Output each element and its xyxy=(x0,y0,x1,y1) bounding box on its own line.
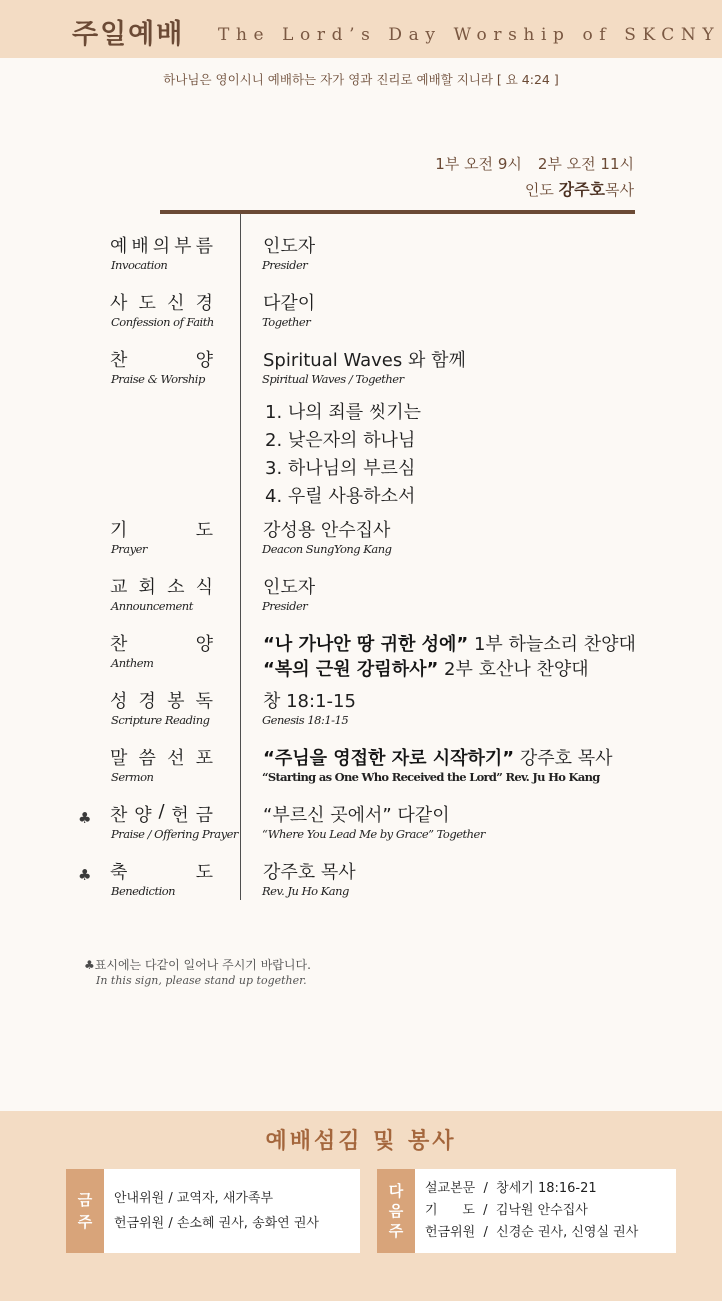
order-item-char: 도 xyxy=(195,520,213,541)
order-item-ko xyxy=(110,630,213,656)
order-detail-ko: Spiritual Waves 와 함께 xyxy=(263,350,466,371)
order-item-char: 름 xyxy=(195,236,213,257)
order-item-char: 봉 xyxy=(167,691,185,712)
this-week-tag xyxy=(66,1169,104,1253)
order-item-ko xyxy=(110,346,213,372)
song-list xyxy=(265,399,421,511)
stand-note-en: In this sign, please stand up together. xyxy=(96,974,307,987)
order-item-char: 축 xyxy=(110,862,128,883)
order-item-ko xyxy=(110,232,213,258)
first-service-time: 1부 오전 9시 xyxy=(435,155,522,173)
order-item-ko xyxy=(110,573,213,599)
order-item-char: 의 xyxy=(152,236,171,257)
song-item: 2. 낮은자의 하나님 xyxy=(265,430,416,451)
tag-char: 주 xyxy=(77,1213,93,1231)
order-item-en: Praise / Offering Prayer xyxy=(111,827,238,841)
duty-line: 설교본문 / 창세기 18:16-21 xyxy=(425,1181,597,1196)
song-item: 3. 하나님의 부르심 xyxy=(265,458,416,479)
order-detail-ko: “나 가나안 땅 귀한 성에” 1부 하늘소리 찬양대 xyxy=(263,634,636,655)
song-item: 1. 나의 죄를 씻기는 xyxy=(265,402,422,423)
second-service-time: 2부 오전 11시 xyxy=(537,155,634,173)
order-detail-en: Deacon SungYong Kang xyxy=(262,542,392,556)
order-item-char: 양 xyxy=(195,634,213,655)
order-item-ko xyxy=(110,858,213,884)
tag-char: 음 xyxy=(388,1202,404,1220)
order-detail-ko: 강주호 목사 xyxy=(263,862,356,883)
next-week-lines xyxy=(425,1169,638,1253)
order-item-ko xyxy=(110,801,213,827)
duty-line: 안내위원 / 교역자, 새가족부 xyxy=(114,1191,274,1206)
order-item-char: 도 xyxy=(138,293,156,314)
order-item-ko xyxy=(110,744,213,770)
order-item-char: 양 xyxy=(195,350,213,371)
order-item-char: 금 xyxy=(195,805,213,826)
leader-prefix: 인도 xyxy=(524,181,554,199)
title-en: The Lord’s Day Worship of SKCNY xyxy=(218,25,721,45)
order-item-char: 찬 xyxy=(110,634,128,655)
order-item-char: 소 xyxy=(167,577,185,598)
next-week-card xyxy=(377,1169,676,1253)
order-item-char: 헌 xyxy=(171,805,189,826)
duty-line: 헌금위원 / 신경순 권사, 신영실 권사 xyxy=(425,1225,639,1240)
order-item-en: Prayer xyxy=(111,542,147,556)
header-band xyxy=(0,0,722,58)
song-item: 4. 우릴 사용하소서 xyxy=(265,486,416,507)
next-week-tag xyxy=(377,1169,415,1253)
order-item-en: Announcement xyxy=(111,599,193,613)
order-detail-en: Together xyxy=(262,315,311,329)
order-detail-ko: 강성용 안수집사 xyxy=(263,520,391,541)
order-item-char: 양 xyxy=(134,805,152,826)
duty-line: 헌금위원 / 손소혜 권사, 송화연 권사 xyxy=(114,1216,319,1231)
order-item-char: 선 xyxy=(167,748,185,769)
order-item-ko xyxy=(110,687,213,713)
order-detail-ko: 인도자 xyxy=(263,577,316,598)
order-item-char: 말 xyxy=(110,748,128,769)
scripture-verse: 하나님은 영이시니 예배하는 자가 영과 진리로 예배할 지니라 [ 요 4:24 ] xyxy=(163,72,559,87)
order-item-char: 성 xyxy=(110,691,128,712)
order-item-char: 찬 xyxy=(110,350,128,371)
order-item-char: 예 xyxy=(110,236,128,257)
order-detail-en: “Starting as One Who Received the Lord” Rev. Ju Ho Kang xyxy=(262,770,600,784)
stand-club-icon: ♣ xyxy=(78,809,92,827)
order-detail-ko: 인도자 xyxy=(263,236,316,257)
order-item-ko xyxy=(110,516,213,542)
order-detail-en: Genesis 18:1-15 xyxy=(262,713,349,727)
stand-club-icon: ♣ xyxy=(78,866,92,884)
order-item-char: 찬 xyxy=(110,805,128,826)
order-detail-en: “Where You Lead Me by Grace” Together xyxy=(262,827,485,841)
order-detail-en: Presider xyxy=(262,258,308,272)
tag-char: 다 xyxy=(388,1182,404,1200)
this-week-card xyxy=(66,1169,360,1253)
order-item-en: Benediction xyxy=(111,884,176,898)
order-detail-ko: 다같이 xyxy=(263,293,316,314)
order-item-char: 경 xyxy=(195,293,213,314)
order-item-en: Scripture Reading xyxy=(111,713,210,727)
order-item-char: 도 xyxy=(195,862,213,883)
order-detail-en: Rev. Ju Ho Kang xyxy=(262,884,349,898)
order-detail-ko: “주님을 영접한 자로 시작하기” 강주호 목사 xyxy=(263,748,613,769)
order-item-char: 교 xyxy=(110,577,128,598)
order-item-char: 경 xyxy=(138,691,156,712)
this-week-lines xyxy=(114,1169,319,1253)
order-item-en: Sermon xyxy=(111,770,154,784)
order-item-char: / xyxy=(158,801,165,822)
order-item-ko xyxy=(110,289,213,315)
order-item-char: 식 xyxy=(195,577,213,598)
order-item-char: 포 xyxy=(195,748,213,769)
order-item-char: 독 xyxy=(195,691,213,712)
tag-char: 주 xyxy=(388,1222,404,1240)
order-item-char: 배 xyxy=(131,236,149,257)
vertical-divider xyxy=(240,214,241,900)
order-detail-en: Presider xyxy=(262,599,308,613)
leader-suffix: 목사 xyxy=(605,181,634,199)
service-times xyxy=(435,152,634,203)
order-item-char: 씀 xyxy=(138,748,156,769)
order-item-en: Confession of Faith xyxy=(111,315,214,329)
stand-note-ko: ♣표시에는 다같이 일어나 주시기 바랍니다. xyxy=(84,958,311,972)
order-item-en: Anthem xyxy=(111,656,154,670)
footer-title: 예배섬김 및 봉사 xyxy=(265,1129,457,1154)
order-item-char: 기 xyxy=(110,520,128,541)
order-detail-ko: 창 18:1-15 xyxy=(263,691,356,712)
tag-char: 금 xyxy=(77,1191,93,1209)
horizontal-rule xyxy=(160,210,635,214)
leader-name: 강주호 xyxy=(558,180,606,199)
order-detail-ko: “부르신 곳에서” 다같이 xyxy=(263,805,450,826)
order-item-char: 회 xyxy=(138,577,156,598)
order-item-char: 사 xyxy=(110,293,128,314)
order-item-en: Praise & Worship xyxy=(111,372,205,386)
duty-line: 기 도 / 김낙원 안수집사 xyxy=(425,1203,588,1218)
order-item-char: 신 xyxy=(167,293,185,314)
order-item-char: 부 xyxy=(174,236,192,257)
title-ko: 주일예배 xyxy=(72,19,185,50)
order-detail-ko-line2: “복의 근원 강림하사” 2부 호산나 찬양대 xyxy=(263,659,589,680)
order-detail-en: Spiritual Waves / Together xyxy=(262,372,404,386)
order-item-en: Invocation xyxy=(111,258,168,272)
